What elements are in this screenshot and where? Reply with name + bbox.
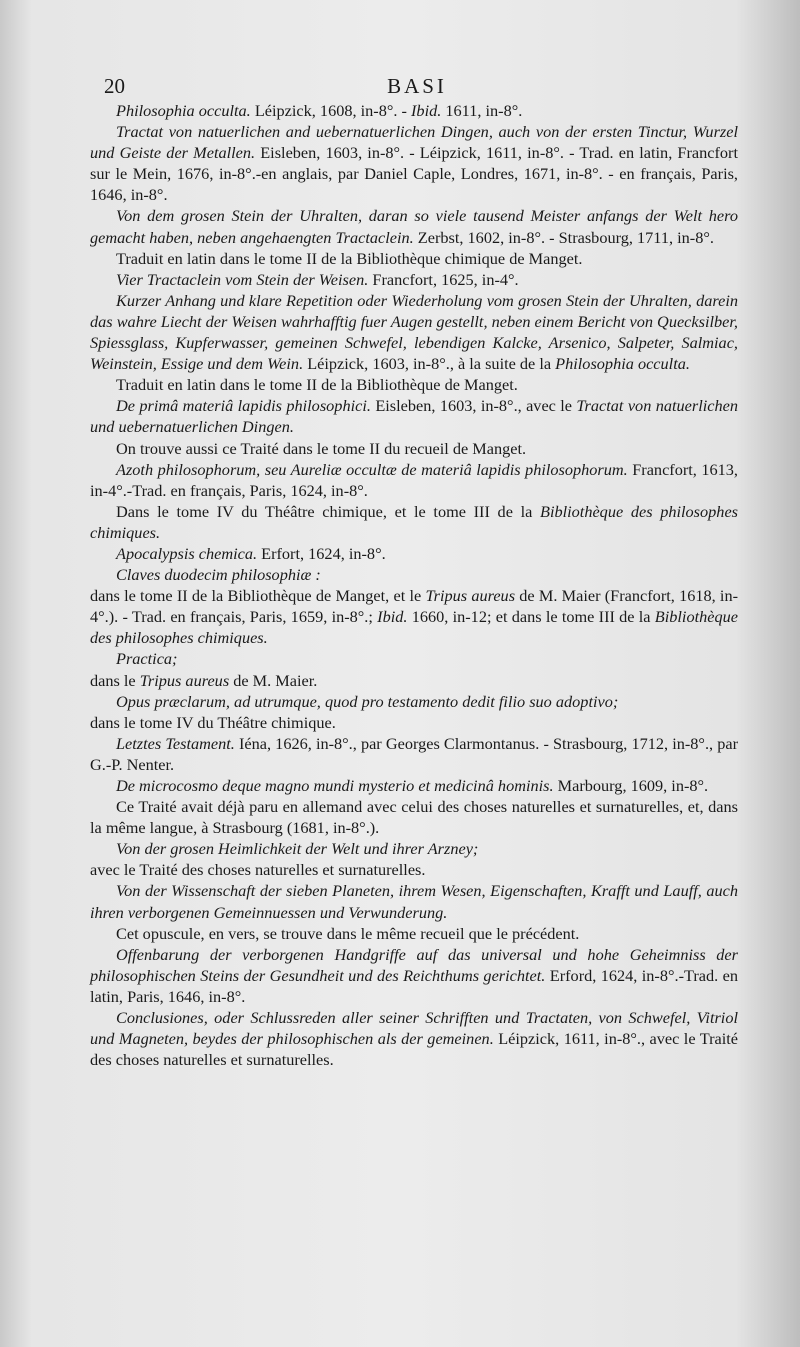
page-number: 20 [104, 74, 125, 98]
bibliography-entry [90, 648, 738, 669]
entry-title-italic: Bibliothèque des philosophes chimiques. [90, 607, 738, 648]
entry-text: dans le tome IV du Théâtre chimique. [90, 712, 336, 732]
bibliography-entry [90, 733, 738, 775]
bibliography-entry [90, 712, 738, 733]
bibliography-entry [90, 585, 738, 648]
entry-text: Dans le tome IV du Théâtre chimique, et le tome III de la [116, 501, 540, 521]
bibliography-entry [90, 944, 738, 1007]
entry-title-italic: De primâ materiâ lapidis philosophici. [116, 396, 371, 416]
page-header [90, 74, 744, 100]
entry-title-italic: Apocalypsis chemica. [116, 543, 258, 563]
entry-title-italic: Von der grosen Heimlichkeit der Welt und ihrer Arzney; [116, 839, 479, 859]
entry-text: avec le Traité des choses naturelles et surnaturelles. [90, 860, 426, 880]
bibliography-entry [90, 543, 738, 564]
entry-text: On trouve aussi ce Traité dans le tome II du recueil de Manget. [116, 438, 527, 458]
entry-text: 1660, in-12; et dans le tome III de la [407, 607, 655, 627]
bibliography-entry [90, 100, 738, 121]
entry-text: Traduit en latin dans le tome II de la Bibliothèque de Manget. [116, 375, 518, 395]
bibliography-entry [90, 838, 738, 859]
entry-title-italic: Philosophia occulta. [116, 101, 251, 120]
bibliography-entry [90, 438, 738, 459]
bibliography-text [90, 100, 738, 1070]
entry-title-italic: Opus præclarum, ad utrumque, quod pro testamento dedit filio suo adoptivo; [116, 691, 619, 711]
entry-title-italic: Tripus aureus [139, 670, 230, 690]
entry-title-italic: Von dem grosen Stein der Uhralten, daran so viele tausend Meister anfangs der Welt hero gemacht haben, neben angehaengten Tractaclein. [90, 206, 738, 247]
entry-text: de M. Maier (Francfort, 1618, in-4°.). - Trad. en français, Paris, 1659, in-8°.; [90, 586, 739, 627]
entry-text: Léipzick, 1603, in-8°., à la suite de la [303, 354, 556, 374]
bibliography-entry [90, 374, 738, 395]
entry-title-italic: Vier Tractaclein vom Stein der Weisen. [116, 269, 369, 289]
entry-text: Eisleben, 1603, in-8°. - Léipzick, 1611, in-8°. - Trad. en latin, Francfort sur le Mein, 1676, in-8°.-en anglais, par Daniel Caple, Londres, 1671, in-8°. - en français, Paris, 1646, in-8°. [90, 143, 738, 205]
bibliography-entry [90, 796, 738, 838]
entry-title-italic: Claves duodecim philosophiæ : [116, 565, 321, 585]
entry-title-italic: Ibid. [411, 101, 442, 120]
entry-text: Erford, 1624, in-8°.-Trad. en latin, Paris, 1646, in-8°. [90, 965, 738, 1006]
bibliography-entry [90, 1007, 738, 1070]
bibliography-entry [90, 880, 738, 922]
entry-text: Léipzick, 1611, in-8°., avec le Traité des choses naturelles et surnaturelles. [90, 1029, 739, 1070]
bibliography-entry [90, 670, 738, 691]
entry-text: Cet opuscule, en vers, se trouve dans le même recueil que le précédent. [116, 923, 580, 943]
entry-text: Eisleben, 1603, in-8°., avec le [370, 396, 577, 416]
entry-title-italic: Bibliothèque des philosophes chimiques. [90, 501, 739, 542]
bibliography-entry [90, 290, 738, 374]
entry-text: Léipzick, 1608, in-8°. - [250, 101, 412, 120]
entry-title-italic: Conclusiones, oder Schlussreden aller seiner Schrifften und Tractaten, von Schwefel, Vitriol und Magneten, beydes der philosophischen als der gemeinen. [90, 1008, 738, 1049]
entry-text: Zerbst, 1602, in-8°. - Strasbourg, 1711, in-8°. [413, 227, 714, 247]
entry-title-italic: Azoth philosophorum, seu Aureliæ occultæ de materiâ lapidis philosophorum. [116, 459, 628, 479]
bibliography-entry [90, 248, 738, 269]
entry-title-italic: Tripus aureus [425, 586, 516, 606]
entry-title-italic: Ibid. [377, 607, 408, 627]
entry-text: Marbourg, 1609, in-8°. [553, 776, 709, 795]
bibliography-entry [90, 269, 738, 290]
entry-text: 1611, in-8°. [441, 101, 523, 120]
entry-title-italic: Von der Wissenschaft der sieben Planeten, ihrem Wesen, Eigenschaften, Krafft und Lauff, auch ihren verborgenen Gemeinnuessen und Verwunderung. [90, 881, 738, 922]
entry-text: de M. Maier. [229, 670, 318, 690]
entry-text: dans le [90, 670, 140, 690]
entry-title-italic: Philosophia occulta. [555, 354, 690, 374]
entry-title-italic: De microcosmo deque magno mundi mysterio et medicinâ hominis. [116, 776, 554, 795]
bibliography-entry [90, 501, 738, 543]
entry-text: Traduit en latin dans le tome II de la Bibliothèque chimique de Manget. [116, 248, 583, 268]
entry-title-italic: Letztes Testament. [116, 733, 235, 753]
entry-text: Iéna, 1626, in-8°., par Georges Clarmontanus. - Strasbourg, 1712, in-8°., par G.-P. Nenter. [90, 733, 738, 774]
entry-text: Francfort, 1625, in-4°. [368, 269, 519, 289]
entry-title-italic: Kurzer Anhang und klare Repetition oder Wiederholung vom grosen Stein der Uhralten, darein das wahre Liecht der Weisen wahrhafftig fuer Augen gestellt, neben einem Bericht von Quecksilber, Spiessglass, Kupferwasser, gemeinen Schwefel, lebendigen Kalcke, Arsenico, Salpeter, Salmiac, Weinstein, Essige und dem Wein. [90, 290, 738, 374]
entry-text: Francfort, 1613, in-4°.-Trad. en français, Paris, 1624, in-8°. [90, 459, 739, 500]
running-head: BASI [387, 74, 447, 98]
bibliography-entry [90, 691, 738, 712]
entry-title-italic: Offenbarung der verborgenen Handgriffe auf das universal und hohe Geheimniss der philosophischen Steins der Gesundheit und des Reichthums gerichtet. [90, 944, 738, 985]
bibliography-entry [90, 923, 738, 944]
entry-title-italic: Practica; [116, 649, 178, 669]
bibliography-entry [90, 564, 738, 585]
bibliography-entry [90, 205, 738, 247]
bibliography-entry [90, 121, 738, 205]
bibliography-entry [90, 859, 738, 880]
bibliography-entry [90, 395, 738, 437]
entry-text: dans le tome II de la Bibliothèque de Manget, et le [90, 586, 426, 606]
entry-title-italic: Tractat von natuerlichen and uebernatuerlichen Dingen, auch von der ersten Tinctur, Wurzel und Geiste der Metallen. [90, 122, 738, 163]
bibliography-entry [90, 775, 738, 796]
bibliography-entry [90, 459, 738, 501]
entry-text: Erfort, 1624, in-8°. [257, 543, 386, 563]
entry-text: Ce Traité avait déjà paru en allemand avec celui des choses naturelles et surnaturelles, et, dans la même langue, à Strasbourg (1681, in-8°.). [90, 797, 738, 838]
entry-title-italic: Tractat von natuerlichen und uebernatuerlichen Dingen. [90, 396, 738, 437]
